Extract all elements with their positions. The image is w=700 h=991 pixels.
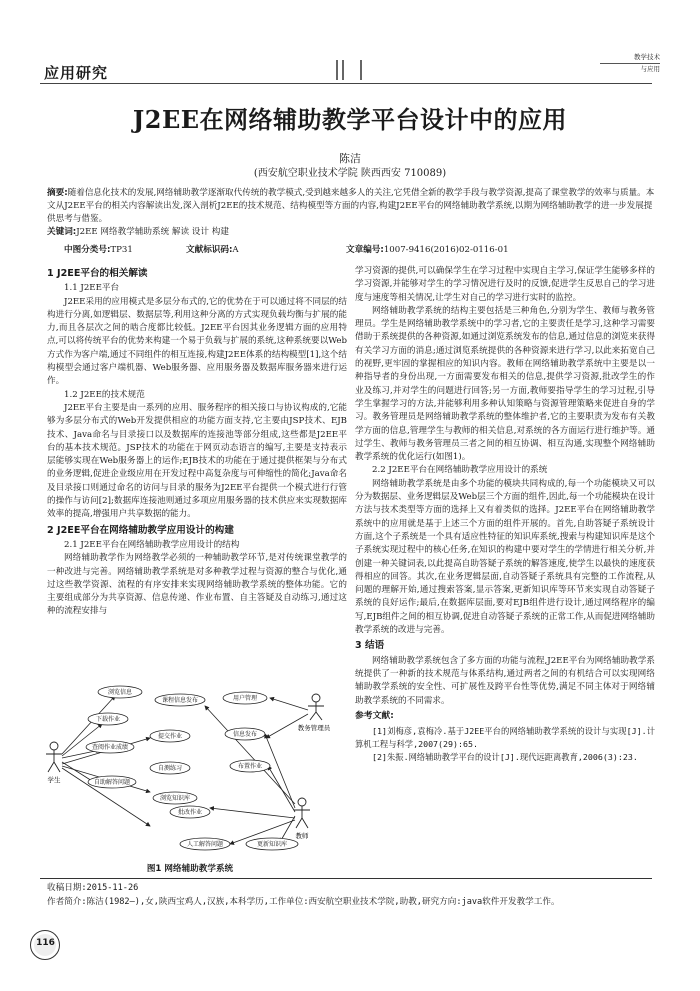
clc-label: 中图分类号: [64, 245, 111, 255]
paragraph: 学习资源的提供,可以确保学生在学习过程中实现自主学习,保证学生能够多样的学习资源,并能够对学生的学习情况进行及时的反馈,促进学生反思自己的学习进度与速度等相关情况,让学生对自己的学习进行实时的监控。 [355, 266, 655, 303]
badge-line-2: 与应用 [640, 65, 660, 73]
badge-line-1: 教学技术 [600, 52, 660, 64]
doc-meta [186, 243, 239, 255]
affiliation: (西安航空职业技术学院 陕西西安 710089) [253, 168, 447, 179]
student-actor-icon [46, 742, 62, 772]
uc-assign-homework: 布置作业 [237, 763, 263, 770]
footer-rule [40, 878, 652, 879]
uc-course-info: 课程信息发布 [161, 697, 199, 704]
keywords-text: J2EE 网络教学辅助系统 解读 设计 构建 [76, 227, 229, 237]
heading-2-2: 2.2 J2EE平台在网络辅助教学应用设计的系统 [372, 465, 548, 476]
paragraph: J2EE平台主要是由一系列的应用、服务程序的相关接口与协议构成的,它能够为多层分布式的Web开发提供相应的功能方面支持,它主要由JSP技术、EJB技术、Java命名与目录接口以及数据库的连接池等部分组成,这些都是J2EE平台的基本技术规范。JSP技术的功能在于网页动态语言的编写,主要是支持表示层能够实现在Web服务器上的运作;EJB技术的功能在于通过提供框架与分布式的业务逻辑,促进企业级应用在开发过程中高复杂度与可伸缩性的简化;Java命名及目录接口则通过命名的访问与目录的服务为J2EE平台提供一个模式进行行管的操作与访问[2];数据库连接池则通过多项应用服务器的技术供应来实现数据库效率的提高,增强用户共享数据的能力。 [47, 402, 347, 520]
doc-value: A [232, 245, 239, 255]
teacher-actor-icon [294, 798, 310, 828]
uc-grade-homework: 批改作业 [177, 809, 203, 816]
admin-actor-icon [308, 694, 324, 720]
abstract [47, 187, 659, 239]
paper-title: J2EE在网络辅助教学平台设计中的应用 [132, 105, 568, 134]
author-bio: 作者简介:陈洁(1982—),女,陕西宝鸡人,汉族,本科学历,工作单位:西安航空职业技术学院,助教,研究方向:java软件开发教学工作。 [47, 897, 560, 907]
journal-badge [600, 52, 660, 82]
uc-submit-homework: 提交作业 [157, 733, 183, 740]
article-value: 1007-9416(2016)02-0116-01 [383, 245, 509, 255]
reference-2: [2]朱振.网络辅助教学平台的设计[J].现代远距离教育,2006(3):23. [372, 752, 638, 763]
admin-label: 教务管理员 [297, 724, 331, 732]
paragraph: 网络辅助教学系统是由多个功能的模块共同构成的,每一个功能模块又可以分为数据层、业务逻辑层及Web层三个方面的组件,因此,每一个功能模块在设计方法与技术类型等方面的选择上又有着类似的选择。J2EE平台在网络辅助教学系统中的应用就是基于上述三个方面的组件开展的。首先,自助答疑子系统设计方面,这个子系统是一个具有适应性特征的知识库系统,搜索与构建知识库是这个子系统实现过程中的核心任务,在知识的构建中要对学生的学情进行相关分析,并创建一种关键词表,以此提高自助答疑子系统的解答速度,使学生以最快的速度获得相应的回答。其次,在业务逻辑层面,自动答疑子系统具有完整的工作流程,从问题的理解开始,通过搜索答案,显示答案,更新知识库等环节来实现自动答疑子系统的良好运作;最后,在数据库层面,要对EJB组件进行设计,通过网络程序的编写,EJB组件之间的相互协调,促进自动答疑子系统的正常工作,从而促进网络辅助教学系统的改进与完善。 [355, 478, 655, 636]
uc-download-homework: 下载作业 [95, 716, 121, 723]
heading-2: 2 J2EE平台在网络辅助教学应用设计的构建 [47, 524, 234, 536]
section-title: 应用研究 [44, 64, 109, 82]
uc-view-grades: 查阅作业成绩 [91, 744, 129, 751]
heading-2-1: 2.1 J2EE平台在网络辅助教学应用设计的结构 [64, 539, 240, 550]
clc-meta [64, 243, 133, 255]
use-case-diagram [40, 684, 340, 859]
abstract-label: 摘要: [47, 188, 68, 198]
heading-1-2: 1.2 J2EE的技术规范 [64, 389, 145, 400]
right-column [355, 265, 655, 764]
student-label: 学生 [47, 776, 61, 784]
heading-1-1: 1.1 J2EE平台 [64, 283, 120, 294]
paragraph: 网络辅助教学作为网络教学必须的一种辅助教学环节,是对传统课堂教学的一种改进与完善。网络辅助教学系统是对多种教学过程与资源的整合与优化,通过这些教学资源、流程的有序安排来实现网络辅助教学系统的整体功能。它的主要组成部分为共享资源、信息传递、作业布置、自主答疑及自动练习,通过这种的流程安排与 [47, 553, 347, 617]
page-number: 116 [36, 938, 55, 948]
uc-manual-answer: 人工解答问题 [186, 841, 224, 848]
clc-value: TP31 [110, 245, 133, 255]
abstract-text: 随着信息化技术的发展,网络辅助教学逐渐取代传统的教学模式,受到越来越多人的关注,它凭借全新的教学手段与教学资源,提高了课堂教学的效率与质量。本文从J2EE平台的相关内容解读出发,深入剖析J2EE的技术规范、结构模型等方面的内容,构建J2EE平台的网络辅助教学系统,以期为网络辅助教学的进一步发展提供思考与借鉴。 [47, 188, 655, 224]
heading-3: 3 结语 [355, 640, 385, 652]
left-column [47, 265, 347, 619]
uc-user-management: 用户管理 [232, 695, 258, 702]
paragraph: 网络辅助教学系统包含了多方面的功能与流程,J2EE平台为网络辅助教学系统提供了一种新的技术规范与体系结构,通过两者之间的有机结合可以实现网络辅助教学系统的安全性、可扩展性及跨平台性等优势,满足不同主体对于网络辅助教学系统的不同需求。 [355, 655, 655, 706]
uc-update-kb: 更新知识库 [256, 841, 288, 848]
received-date: 收稿日期:2015-11-26 [47, 883, 139, 893]
uc-publish-info: 信息发布 [232, 731, 258, 738]
references-title: 参考文献: [355, 710, 394, 721]
teacher-label: 教师 [295, 832, 309, 840]
author: 陈洁 [339, 152, 361, 165]
paragraph: J2EE采用的应用模式是多层分布式的,它的优势在于可以通过将不同层的结构进行分离,如逻辑层、数据层等,利用这种分离的方式实现负载均衡与扩展的能力,而且各层次之间的啮合度都比较低。J2EE平台因其业务逻辑方面的应用特点,可以将传统平台的优势来构建一个易于负载与扩展的系统,这种系统要以Web方式作为客户端,通过不同组件的相互连接,构建J2EE体系的结构模型[1],这个结构模型会通过客户端机器、Web服务器、应用服务器及数据库服务器来进行运作。 [47, 296, 347, 387]
article-meta [346, 243, 509, 255]
header-rule [40, 83, 652, 84]
uc-self-answer: 自助解答问题 [93, 779, 131, 786]
keywords-label: 关键词: [47, 227, 77, 237]
uc-browse-kb: 浏览知识库 [159, 795, 191, 802]
uc-browse-info: 浏览信息 [107, 689, 133, 696]
doc-label: 文献标识码: [186, 245, 233, 255]
uc-self-test: 自测练习 [157, 765, 183, 772]
article-label: 文章编号: [346, 245, 384, 255]
reference-1: [1]刘梅彦,袁梅冷.基于J2EE平台的网络辅助教学系统的设计与实现[J].计算机工程与科学,2007(29):65. [355, 726, 655, 750]
paragraph: 网络辅助教学系统的结构主要包括是三种角色,分别为学生、教师与教务管理员。学生是网络辅助教学系统中的学习者,它的主要责任是学习,这种学习需要借助于系统提供的各种资源,如通过浏览系统发布的信息,通过信息的浏览来获得有关学习方面的消息;通过浏览系统提供的各种资源来进行学习,以此来拓宽自己的视野,更牢固的掌握相应的知识内容。教师在网络辅助教学系统中主要是以一种指导者的身份出现,一方面需要发布相关的信息,提供学习资源,批改学生的作业及练习,并对学生的问题进行回答;另一方面,教师要指导学生的学习过程,引导学生掌握学习的方法,并能够利用多种认知策略与资源管理策略来促进自身的学习。教务管理员是网络辅助教学系统的整体维护者,它的主要职责为发布有关教学方面的信息,管理学生与教师的相关信息,对系统的各方面运行进行维护等。通过学生、教师与教务管理员三者之间的相互协调、相互沟通,实现整个网络辅助教学系统的优化运行(如图1)。 [355, 305, 655, 463]
figure-caption: 图1 网络辅助教学系统 [146, 864, 234, 874]
use-case-ellipses [86, 686, 298, 850]
header-decoration [336, 60, 366, 80]
heading-1: 1 J2EE平台的相关解读 [47, 268, 148, 279]
